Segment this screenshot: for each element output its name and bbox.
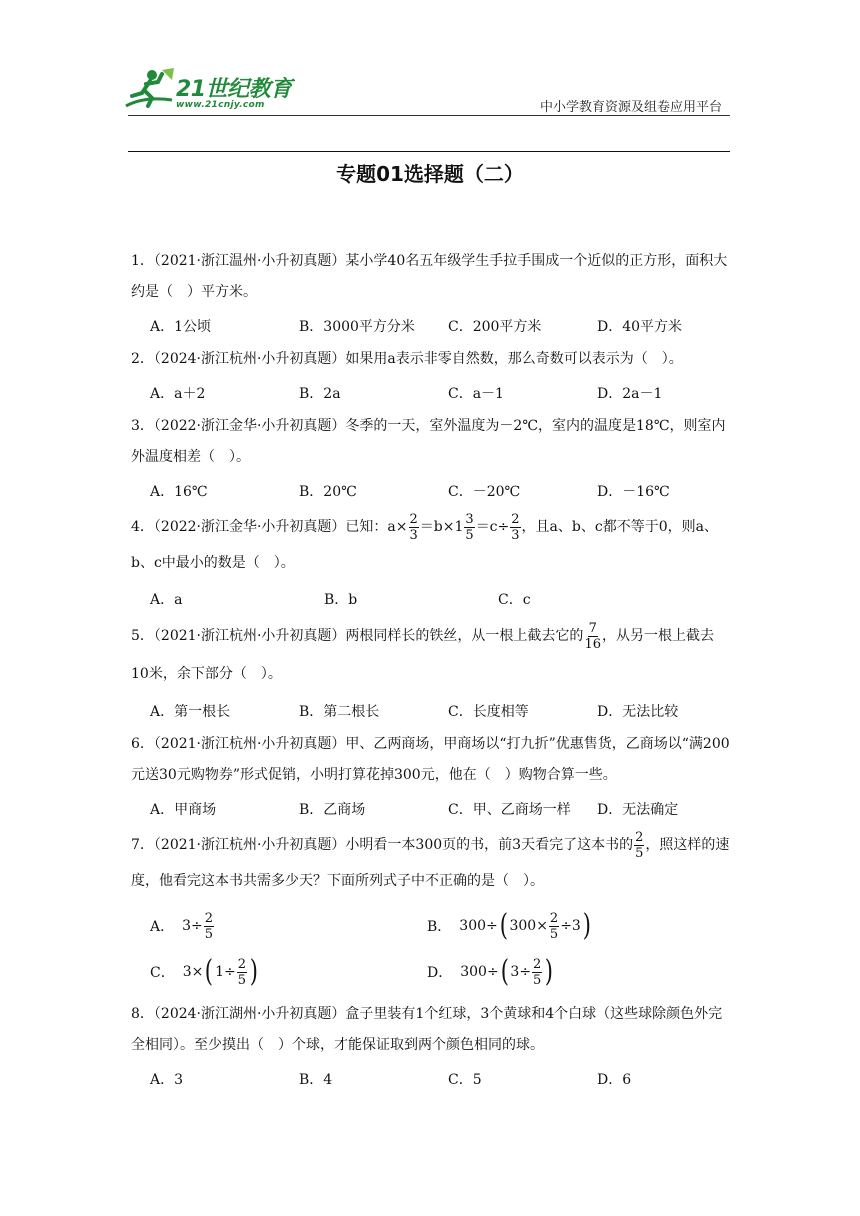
question-6 — [131, 729, 731, 825]
fraction — [464, 512, 474, 543]
options — [150, 477, 731, 507]
option-c: C．5 — [448, 1072, 482, 1088]
question-3 — [131, 411, 731, 507]
question-text: 6．（2021·浙江杭州·小升初真题）甲、乙两商场，甲商场以“打九折”优惠售货，乙商场以“满200元送30元购物券”形式促销，小明打算花掉300元，他在（ ）购物合算一些。 — [131, 736, 730, 783]
numerator: 2 — [409, 511, 418, 527]
expr-text: ÷3 — [560, 918, 581, 934]
option-b: B．2a — [299, 386, 341, 402]
expr-text: 3× — [182, 964, 204, 980]
math-expression — [460, 954, 555, 989]
option-b: B．20℃ — [299, 484, 357, 500]
numerator: 2 — [237, 956, 246, 972]
logo-name: 21世纪教育 — [176, 77, 292, 102]
fraction — [584, 621, 601, 652]
option-a — [150, 905, 427, 947]
denominator: 3 — [409, 527, 418, 543]
question-prefix: 4．（2022·浙江金华·小升初真题）已知：a× — [131, 519, 408, 535]
option-a: A．a＋2 — [150, 386, 206, 402]
fraction — [409, 512, 419, 543]
denominator: 5 — [549, 926, 559, 942]
fraction — [532, 957, 542, 988]
denominator: 5 — [635, 845, 644, 861]
fraction — [237, 957, 247, 988]
question-text: 8．（2024·浙江湖州·小升初真题）盒子里装有1个红球，3个黄球和4个白球（这些球除颜色外完全相同）。至少摸出（ ）个球，才能保证取到两个颜色相同的球。 — [131, 1006, 723, 1053]
numerator: 2 — [511, 511, 520, 527]
right-paren: ) — [545, 954, 554, 989]
title-rule — [128, 151, 730, 152]
left-paren: ( — [205, 954, 214, 989]
numerator: 7 — [588, 620, 597, 636]
denominator: 5 — [237, 972, 246, 988]
numerator: 3 — [465, 511, 474, 527]
question-text — [131, 617, 731, 693]
question-prefix: 5．（2021·浙江杭州·小升初真题）两根同样长的铁丝，从一根上截去它的 — [131, 628, 584, 644]
options — [150, 312, 731, 342]
question-text: 3．（2022·浙江金华·小升初真题）冬季的一天，室外温度为－2℃，室内的温度是18℃，则室内外温度相差（ ）。 — [131, 418, 726, 465]
option-c: C．a－1 — [448, 386, 504, 402]
options — [150, 697, 731, 727]
options — [150, 795, 731, 825]
option-label: D． — [427, 965, 453, 981]
option-b: B．3000平方分米 — [299, 319, 415, 335]
options — [150, 1065, 731, 1095]
denominator: 5 — [533, 972, 542, 988]
options — [150, 379, 731, 409]
logo — [122, 66, 302, 118]
denominator: 16 — [584, 636, 601, 652]
question-suffix: ，从另一根上截去10米，余下部分（ ）。 — [131, 628, 714, 682]
math-expression — [182, 911, 215, 942]
option-c: C．－20℃ — [448, 484, 521, 500]
option-a: A．16℃ — [150, 484, 208, 500]
question-5 — [131, 617, 731, 727]
option-c: C．200平方米 — [448, 319, 542, 335]
denominator: 5 — [204, 926, 214, 942]
fraction — [549, 911, 559, 942]
expr-text: 300÷ — [460, 964, 499, 980]
question-prefix: 7．（2021·浙江杭州·小升初真题）小明看一本300页的书，前3天看完了这本书的 — [131, 837, 634, 853]
expr-text: 300× — [509, 918, 548, 934]
option-b: B．第二根长 — [299, 704, 380, 720]
option-c: C．c — [498, 592, 531, 608]
options — [150, 585, 731, 615]
option-d: D．40平方米 — [597, 319, 683, 335]
option-a: A．3 — [150, 1072, 184, 1088]
logo-url: www.21cnjy.com — [176, 100, 265, 110]
question-mid: ＝c÷ — [475, 519, 510, 535]
option-d: D．－16℃ — [597, 484, 670, 500]
question-text — [131, 827, 731, 899]
numerator: 2 — [549, 910, 559, 926]
option-d: D．2a－1 — [597, 386, 663, 402]
denominator: 3 — [511, 527, 520, 543]
math-expression — [182, 954, 260, 989]
numerator: 2 — [204, 910, 214, 926]
expr-text: 3÷ — [510, 964, 532, 980]
denominator: 5 — [465, 527, 474, 543]
right-paren: ) — [582, 908, 591, 943]
option-d: D．无法比较 — [597, 704, 679, 720]
left-paren: ( — [499, 908, 508, 943]
fraction — [634, 830, 644, 861]
page-header — [0, 0, 860, 150]
question-7 — [131, 827, 731, 993]
math-expression — [459, 908, 592, 943]
question-1 — [131, 246, 731, 342]
question-suffix: ，且a、b、c都不等于0，则a、b、c中最小的数是（ ）。 — [131, 519, 718, 571]
page-title: 专题01选择题（二） — [336, 162, 524, 186]
left-paren: ( — [500, 954, 509, 989]
expr-text: 3÷ — [182, 918, 203, 934]
option-a: A．1公顷 — [150, 319, 212, 335]
option-b — [427, 905, 707, 947]
question-text: 2．（2024·浙江杭州·小升初真题）如果用a表示非零自然数，那么奇数可以表示为（ ）。 — [131, 351, 683, 367]
numerator: 2 — [635, 829, 644, 845]
expr-text: 1÷ — [215, 964, 236, 980]
option-d: D．无法确定 — [597, 802, 679, 818]
options — [150, 905, 731, 993]
option-d: D．6 — [597, 1072, 632, 1088]
fraction — [204, 911, 214, 942]
option-d — [427, 951, 707, 993]
question-4 — [131, 509, 731, 615]
question-2 — [131, 344, 731, 409]
option-a: A．a — [150, 592, 183, 608]
question-8 — [131, 999, 731, 1095]
option-label: C． — [150, 965, 175, 981]
question-mid: ＝b×1 — [419, 519, 464, 535]
option-label: B． — [427, 919, 452, 935]
option-a: A．第一根长 — [150, 704, 231, 720]
option-c: C．甲、乙商场一样 — [448, 802, 571, 818]
header-rule — [128, 115, 730, 116]
option-c — [150, 951, 427, 993]
option-b: B．b — [324, 592, 358, 608]
question-list — [131, 246, 731, 1097]
option-label: A． — [150, 919, 175, 935]
fraction — [510, 512, 520, 543]
option-c: C．长度相等 — [448, 704, 529, 720]
right-paren: ) — [249, 954, 258, 989]
expr-text: 300÷ — [459, 918, 498, 934]
option-b: B．4 — [299, 1072, 333, 1088]
question-text — [131, 509, 731, 581]
option-a: A．甲商场 — [150, 802, 217, 818]
question-text: 1．（2021·浙江温州·小升初真题）某小学40名五年级学生手拉手围成一个近似的正方形，面积大约是（ ）平方米。 — [131, 253, 728, 300]
numerator: 2 — [533, 956, 542, 972]
runner-logo-icon — [122, 66, 178, 114]
platform-caption: 中小学教育资源及组卷应用平台 — [539, 100, 722, 115]
question-suffix: ，照这样的速度，他看完这本书共需多少天？下面所列式子中不正确的是（ ）。 — [131, 837, 730, 889]
option-b: B．乙商场 — [299, 802, 366, 818]
